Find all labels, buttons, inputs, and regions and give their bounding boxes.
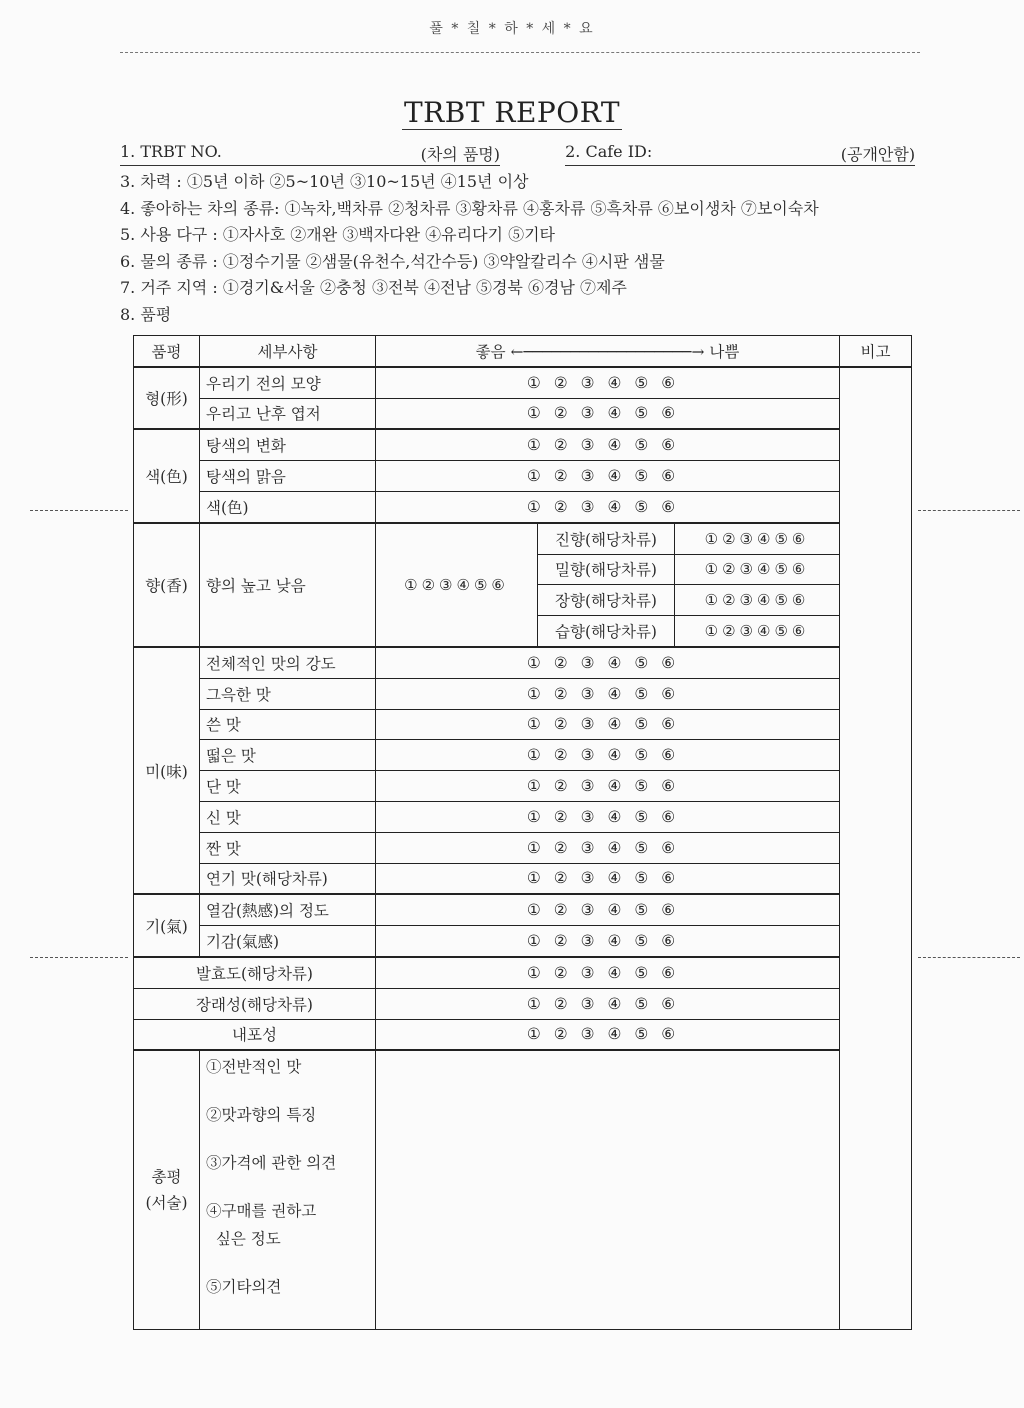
rating-scale[interactable]: ①②③④⑤⑥ bbox=[376, 832, 840, 863]
detail-cell: 연기 맛(해당차류) bbox=[200, 863, 376, 894]
item-4-tea-type: 4. 좋아하는 차의 종류: ①녹차,백차류 ②청차류 ③황차류 ④홍차류 ⑤흑차류 ⑥보이생차 ⑦보이숙차 bbox=[120, 199, 819, 218]
category-qi: 기(氣) bbox=[134, 894, 200, 957]
detail-cell: 짠 맛 bbox=[200, 832, 376, 863]
item-5-teaware: 5. 사용 다구 : ①자사호 ②개완 ③백자다완 ④유리다기 ⑤기타 bbox=[120, 225, 556, 244]
rating-scale[interactable]: ①②③④⑤⑥ bbox=[376, 957, 840, 988]
rating-scale[interactable]: ①②③④⑤⑥ bbox=[376, 429, 840, 460]
detail-cell: 색(色) bbox=[200, 491, 376, 522]
detail-cell: 내포성 bbox=[134, 1019, 376, 1050]
table-row bbox=[134, 801, 912, 832]
detail-cell: 발효도(해당차류) bbox=[134, 957, 376, 988]
evaluation-table bbox=[133, 335, 912, 1330]
table-row bbox=[134, 367, 912, 398]
rating-scale[interactable]: ①②③④⑤⑥ bbox=[675, 616, 840, 647]
table-row bbox=[134, 771, 912, 802]
rating-scale[interactable]: ①②③④⑤⑥ bbox=[376, 926, 840, 957]
detail-cell: 탕색의 맑음 bbox=[200, 461, 376, 492]
right-cut-line bbox=[918, 957, 1020, 958]
table-row bbox=[134, 678, 912, 709]
table-row bbox=[134, 398, 912, 429]
item-1-2 bbox=[120, 142, 915, 166]
detail-cell: 우리기 전의 모양 bbox=[200, 367, 376, 398]
category-aroma: 향(香) bbox=[134, 523, 200, 647]
rating-scale[interactable]: ①②③④⑤⑥ bbox=[376, 523, 538, 647]
rating-scale[interactable]: ①②③④⑤⑥ bbox=[376, 740, 840, 771]
category-summary: 총평 (서술) bbox=[134, 1050, 200, 1330]
rating-scale[interactable]: ①②③④⑤⑥ bbox=[376, 461, 840, 492]
table-header-row bbox=[134, 336, 912, 367]
detail-cell: 전체적인 맛의 강도 bbox=[200, 647, 376, 678]
rating-scale[interactable]: ①②③④⑤⑥ bbox=[675, 523, 840, 554]
detail-cell: 탕색의 변화 bbox=[200, 429, 376, 460]
remarks-column[interactable] bbox=[840, 367, 912, 1330]
category-taste: 미(味) bbox=[134, 647, 200, 894]
right-cut-line bbox=[918, 510, 1020, 511]
aroma-sub-label: 장향(해당차류) bbox=[538, 585, 675, 616]
summary-writing-area[interactable] bbox=[376, 1050, 840, 1330]
item-8-evaluation: 8. 품평 bbox=[120, 305, 172, 324]
detail-cell: 열감(熱感)의 정도 bbox=[200, 894, 376, 925]
table-row bbox=[134, 429, 912, 460]
detail-cell: 그윽한 맛 bbox=[200, 678, 376, 709]
rating-scale[interactable]: ①②③④⑤⑥ bbox=[376, 367, 840, 398]
table-row bbox=[134, 523, 912, 554]
rating-scale[interactable]: ①②③④⑤⑥ bbox=[376, 894, 840, 925]
detail-cell: 쓴 맛 bbox=[200, 709, 376, 740]
left-cut-line bbox=[30, 957, 128, 958]
rating-scale[interactable]: ①②③④⑤⑥ bbox=[376, 491, 840, 522]
table-row bbox=[134, 926, 912, 957]
summary-items: ①전반적인 맛 ②맛과향의 특징 ③가격에 관한 의견 ④구매를 권하고 싶은 정도 ⑤기타의견 bbox=[200, 1050, 376, 1330]
header-detail: 세부사항 bbox=[200, 336, 376, 367]
category-form: 형(形) bbox=[134, 367, 200, 430]
table-row bbox=[134, 740, 912, 771]
detail-cell: 신 맛 bbox=[200, 801, 376, 832]
rating-scale[interactable]: ①②③④⑤⑥ bbox=[376, 863, 840, 894]
rating-scale[interactable]: ①②③④⑤⑥ bbox=[376, 398, 840, 429]
table-row bbox=[134, 957, 912, 988]
header-category: 품평 bbox=[134, 336, 200, 367]
detail-cell: 향의 높고 낮음 bbox=[200, 523, 376, 647]
table-row bbox=[134, 647, 912, 678]
detail-cell: 단 맛 bbox=[200, 771, 376, 802]
item-3-experience: 3. 차력 : ①5년 이하 ②5~10년 ③10~15년 ④15년 이상 bbox=[120, 172, 529, 191]
rating-scale[interactable]: ①②③④⑤⑥ bbox=[376, 1019, 840, 1050]
cafe-id-field: 2. Cafe ID: (공개안함) bbox=[565, 142, 916, 164]
rating-scale[interactable]: ①②③④⑤⑥ bbox=[376, 709, 840, 740]
rating-scale[interactable]: ①②③④⑤⑥ bbox=[376, 647, 840, 678]
aroma-sub-label: 습향(해당차류) bbox=[538, 616, 675, 647]
rating-scale[interactable]: ①②③④⑤⑥ bbox=[376, 801, 840, 832]
table-row bbox=[134, 491, 912, 522]
report-title: TRBT REPORT bbox=[404, 96, 620, 129]
detail-cell: 떫은 맛 bbox=[200, 740, 376, 771]
summary-row bbox=[134, 1050, 912, 1330]
table-row bbox=[134, 461, 912, 492]
header-remarks: 비고 bbox=[840, 336, 912, 367]
top-cut-line bbox=[120, 52, 920, 53]
aroma-sub-label: 진향(해당차류) bbox=[538, 523, 675, 554]
rating-scale[interactable]: ①②③④⑤⑥ bbox=[675, 554, 840, 585]
detail-cell: 우리고 난후 엽저 bbox=[200, 398, 376, 429]
aroma-sub-label: 밀향(해당차류) bbox=[538, 554, 675, 585]
category-color: 색(色) bbox=[134, 429, 200, 522]
table-row bbox=[134, 894, 912, 925]
table-row bbox=[134, 832, 912, 863]
glue-here-text: 풀 * 칠 * 하 * 세 * 요 bbox=[429, 21, 595, 37]
table-row bbox=[134, 1019, 912, 1050]
table-row bbox=[134, 988, 912, 1019]
rating-scale[interactable]: ①②③④⑤⑥ bbox=[675, 585, 840, 616]
table-row bbox=[134, 709, 912, 740]
item-6-water: 6. 물의 종류 : ①정수기물 ②샘물(유천수,석간수등) ③약알칼리수 ④시판 샘물 bbox=[120, 252, 665, 271]
table-row bbox=[134, 863, 912, 894]
left-cut-line bbox=[30, 510, 128, 511]
rating-scale[interactable]: ①②③④⑤⑥ bbox=[376, 988, 840, 1019]
detail-cell: 기감(氣感) bbox=[200, 926, 376, 957]
trbt-no-field: 1. TRBT NO. (차의 품명) bbox=[120, 142, 500, 164]
detail-cell: 장래성(해당차류) bbox=[134, 988, 376, 1019]
item-7-region: 7. 거주 지역 : ①경기&서울 ②충청 ③전북 ④전남 ⑤경북 ⑥경남 ⑦제주 bbox=[120, 278, 627, 297]
header-scale: 좋음 ←──────────────────→ 나쁨 bbox=[376, 336, 840, 367]
rating-scale[interactable]: ①②③④⑤⑥ bbox=[376, 678, 840, 709]
rating-scale[interactable]: ①②③④⑤⑥ bbox=[376, 771, 840, 802]
